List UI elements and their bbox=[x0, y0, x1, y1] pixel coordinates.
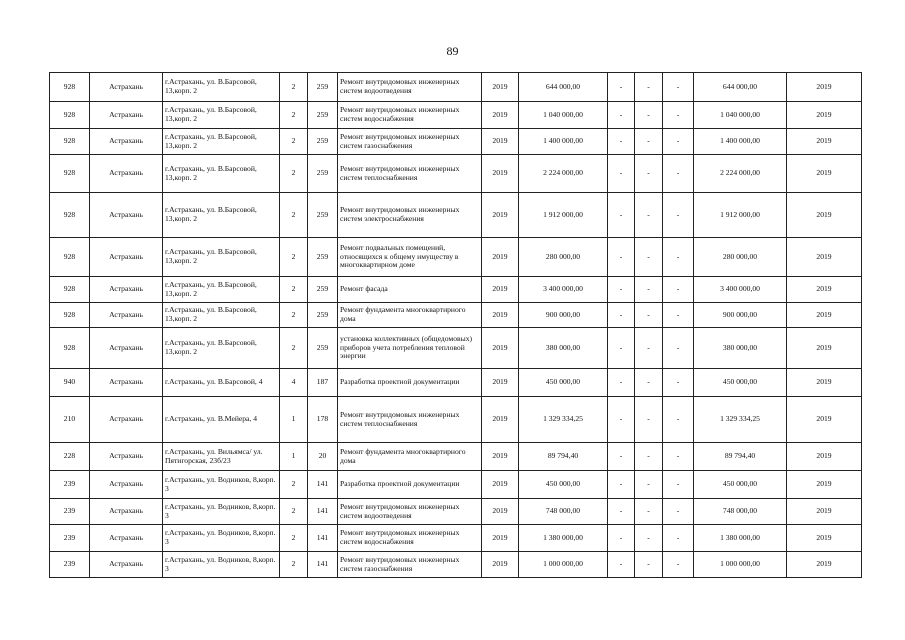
fund-sum-cell: 644 000,00 bbox=[694, 73, 787, 102]
apartments-cell: 259 bbox=[308, 73, 338, 102]
dash-cell-1: - bbox=[608, 129, 635, 155]
dash-cell-3: - bbox=[663, 193, 694, 238]
address-cell: г.Астрахань, ул. В.Барсовой, 13,корп. 2 bbox=[163, 102, 280, 129]
dash-cell-1: - bbox=[608, 328, 635, 369]
dash-cell-2: - bbox=[635, 499, 663, 525]
dash-cell-3: - bbox=[663, 328, 694, 369]
city-cell: Астрахань bbox=[90, 525, 163, 552]
address-cell: г.Астрахань, ул. Водников, 8,корп. 3 bbox=[163, 499, 280, 525]
year-cell: 2019 bbox=[482, 277, 519, 303]
end-year-cell: 2019 bbox=[787, 277, 862, 303]
city-cell: Астрахань bbox=[90, 303, 163, 328]
dash-cell-1: - bbox=[608, 102, 635, 129]
address-cell: г.Астрахань, ул. Вильямса/ ул. Пятигорская, 23б/23 bbox=[163, 443, 280, 471]
table-row bbox=[50, 129, 862, 155]
address-cell: г.Астрахань, ул. В.Барсовой, 13,корп. 2 bbox=[163, 193, 280, 238]
year-cell: 2019 bbox=[482, 369, 519, 397]
apartments-cell: 141 bbox=[308, 525, 338, 552]
dash-cell-2: - bbox=[635, 397, 663, 443]
work-type-cell: Ремонт внутридомовых инженерных систем теплоснабжения bbox=[338, 155, 482, 193]
end-year-cell: 2019 bbox=[787, 328, 862, 369]
dash-cell-1: - bbox=[608, 277, 635, 303]
dash-cell-3: - bbox=[663, 525, 694, 552]
total-cost-cell: 1 000 000,00 bbox=[519, 552, 608, 578]
dash-cell-3: - bbox=[663, 73, 694, 102]
end-year-cell: 2019 bbox=[787, 303, 862, 328]
dash-cell-2: - bbox=[635, 328, 663, 369]
fund-sum-cell: 1 400 000,00 bbox=[694, 129, 787, 155]
total-cost-cell: 1 912 000,00 bbox=[519, 193, 608, 238]
fund-sum-cell: 380 000,00 bbox=[694, 328, 787, 369]
dash-cell-1: - bbox=[608, 552, 635, 578]
year-cell: 2019 bbox=[482, 73, 519, 102]
total-cost-cell: 3 400 000,00 bbox=[519, 277, 608, 303]
row-number: 228 bbox=[50, 443, 90, 471]
address-cell: г.Астрахань, ул. В.Барсовой, 13,корп. 2 bbox=[163, 155, 280, 193]
row-number: 928 bbox=[50, 129, 90, 155]
year-cell: 2019 bbox=[482, 471, 519, 499]
table-row bbox=[50, 155, 862, 193]
fund-sum-cell: 900 000,00 bbox=[694, 303, 787, 328]
dash-cell-3: - bbox=[663, 129, 694, 155]
apartments-cell: 259 bbox=[308, 303, 338, 328]
city-cell: Астрахань bbox=[90, 129, 163, 155]
floors-cell: 2 bbox=[280, 277, 308, 303]
work-type-cell: Ремонт внутридомовых инженерных систем электроснабжения bbox=[338, 193, 482, 238]
apartments-cell: 187 bbox=[308, 369, 338, 397]
row-number: 928 bbox=[50, 155, 90, 193]
year-cell: 2019 bbox=[482, 303, 519, 328]
dash-cell-3: - bbox=[663, 443, 694, 471]
dash-cell-3: - bbox=[663, 102, 694, 129]
row-number: 928 bbox=[50, 303, 90, 328]
fund-sum-cell: 1 380 000,00 bbox=[694, 525, 787, 552]
total-cost-cell: 450 000,00 bbox=[519, 471, 608, 499]
table-row bbox=[50, 303, 862, 328]
apartments-cell: 141 bbox=[308, 552, 338, 578]
dash-cell-3: - bbox=[663, 277, 694, 303]
floors-cell: 2 bbox=[280, 525, 308, 552]
city-cell: Астрахань bbox=[90, 193, 163, 238]
year-cell: 2019 bbox=[482, 552, 519, 578]
year-cell: 2019 bbox=[482, 397, 519, 443]
fund-sum-cell: 89 794,40 bbox=[694, 443, 787, 471]
dash-cell-3: - bbox=[663, 471, 694, 499]
city-cell: Астрахань bbox=[90, 471, 163, 499]
city-cell: Астрахань bbox=[90, 499, 163, 525]
year-cell: 2019 bbox=[482, 129, 519, 155]
dash-cell-3: - bbox=[663, 238, 694, 277]
end-year-cell: 2019 bbox=[787, 155, 862, 193]
row-number: 239 bbox=[50, 499, 90, 525]
table-row bbox=[50, 499, 862, 525]
total-cost-cell: 644 000,00 bbox=[519, 73, 608, 102]
row-number: 928 bbox=[50, 238, 90, 277]
end-year-cell: 2019 bbox=[787, 471, 862, 499]
apartments-cell: 141 bbox=[308, 471, 338, 499]
dash-cell-1: - bbox=[608, 238, 635, 277]
dash-cell-2: - bbox=[635, 443, 663, 471]
dash-cell-2: - bbox=[635, 303, 663, 328]
city-cell: Астрахань bbox=[90, 443, 163, 471]
total-cost-cell: 2 224 000,00 bbox=[519, 155, 608, 193]
row-number: 940 bbox=[50, 369, 90, 397]
year-cell: 2019 bbox=[482, 238, 519, 277]
table-row bbox=[50, 238, 862, 277]
apartments-cell: 141 bbox=[308, 499, 338, 525]
page-number: 89 bbox=[446, 44, 459, 58]
address-cell: г.Астрахань, ул. В.Барсовой, 13,корп. 2 bbox=[163, 238, 280, 277]
fund-sum-cell: 450 000,00 bbox=[694, 369, 787, 397]
end-year-cell: 2019 bbox=[787, 525, 862, 552]
work-type-cell: Ремонт подвальных помещений, относящихся к общему имуществу в многоквартирном доме bbox=[338, 238, 482, 277]
apartments-cell: 259 bbox=[308, 277, 338, 303]
year-cell: 2019 bbox=[482, 328, 519, 369]
floors-cell: 2 bbox=[280, 73, 308, 102]
dash-cell-2: - bbox=[635, 277, 663, 303]
dash-cell-1: - bbox=[608, 471, 635, 499]
city-cell: Астрахань bbox=[90, 328, 163, 369]
table-row bbox=[50, 102, 862, 129]
table-row bbox=[50, 369, 862, 397]
end-year-cell: 2019 bbox=[787, 193, 862, 238]
dash-cell-2: - bbox=[635, 369, 663, 397]
dash-cell-3: - bbox=[663, 369, 694, 397]
end-year-cell: 2019 bbox=[787, 73, 862, 102]
fund-sum-cell: 748 000,00 bbox=[694, 499, 787, 525]
dash-cell-2: - bbox=[635, 102, 663, 129]
total-cost-cell: 89 794,40 bbox=[519, 443, 608, 471]
floors-cell: 2 bbox=[280, 102, 308, 129]
floors-cell: 2 bbox=[280, 303, 308, 328]
year-cell: 2019 bbox=[482, 193, 519, 238]
apartments-cell: 178 bbox=[308, 397, 338, 443]
dash-cell-3: - bbox=[663, 552, 694, 578]
work-type-cell: Ремонт внутридомовых инженерных систем теплоснабжения bbox=[338, 397, 482, 443]
address-cell: г.Астрахань, ул. В.Барсовой, 13,корп. 2 bbox=[163, 303, 280, 328]
address-cell: г.Астрахань, ул. Водников, 8,корп. 3 bbox=[163, 525, 280, 552]
row-number: 928 bbox=[50, 73, 90, 102]
dash-cell-1: - bbox=[608, 155, 635, 193]
floors-cell: 1 bbox=[280, 397, 308, 443]
apartments-cell: 259 bbox=[308, 328, 338, 369]
work-type-cell: Ремонт внутридомовых инженерных систем водоснабжения bbox=[338, 102, 482, 129]
city-cell: Астрахань bbox=[90, 397, 163, 443]
city-cell: Астрахань bbox=[90, 277, 163, 303]
dash-cell-2: - bbox=[635, 155, 663, 193]
apartments-cell: 20 bbox=[308, 443, 338, 471]
fund-sum-cell: 1 912 000,00 bbox=[694, 193, 787, 238]
dash-cell-2: - bbox=[635, 73, 663, 102]
fund-sum-cell: 1 329 334,25 bbox=[694, 397, 787, 443]
fund-sum-cell: 280 000,00 bbox=[694, 238, 787, 277]
end-year-cell: 2019 bbox=[787, 102, 862, 129]
address-cell: г.Астрахань, ул. В.Барсовой, 13,корп. 2 bbox=[163, 129, 280, 155]
work-type-cell: Ремонт фасада bbox=[338, 277, 482, 303]
table-row bbox=[50, 277, 862, 303]
end-year-cell: 2019 bbox=[787, 369, 862, 397]
dash-cell-1: - bbox=[608, 525, 635, 552]
fund-sum-cell: 2 224 000,00 bbox=[694, 155, 787, 193]
table-row bbox=[50, 73, 862, 102]
work-type-cell: Разработка проектной документации bbox=[338, 369, 482, 397]
table-row bbox=[50, 193, 862, 238]
total-cost-cell: 1 040 000,00 bbox=[519, 102, 608, 129]
apartments-cell: 259 bbox=[308, 155, 338, 193]
table-row bbox=[50, 471, 862, 499]
year-cell: 2019 bbox=[482, 102, 519, 129]
dash-cell-2: - bbox=[635, 471, 663, 499]
floors-cell: 4 bbox=[280, 369, 308, 397]
dash-cell-1: - bbox=[608, 499, 635, 525]
table-row bbox=[50, 525, 862, 552]
table-row bbox=[50, 552, 862, 578]
row-number: 239 bbox=[50, 552, 90, 578]
row-number: 928 bbox=[50, 277, 90, 303]
row-number: 239 bbox=[50, 471, 90, 499]
total-cost-cell: 1 380 000,00 bbox=[519, 525, 608, 552]
work-type-cell: Ремонт фундамента многоквартирного дома bbox=[338, 303, 482, 328]
table-row bbox=[50, 397, 862, 443]
dash-cell-3: - bbox=[663, 499, 694, 525]
repair-schedule-table bbox=[49, 72, 862, 578]
end-year-cell: 2019 bbox=[787, 552, 862, 578]
fund-sum-cell: 450 000,00 bbox=[694, 471, 787, 499]
table-row bbox=[50, 443, 862, 471]
apartments-cell: 259 bbox=[308, 193, 338, 238]
apartments-cell: 259 bbox=[308, 102, 338, 129]
city-cell: Астрахань bbox=[90, 369, 163, 397]
row-number: 928 bbox=[50, 193, 90, 238]
floors-cell: 2 bbox=[280, 328, 308, 369]
end-year-cell: 2019 bbox=[787, 499, 862, 525]
end-year-cell: 2019 bbox=[787, 397, 862, 443]
address-cell: г.Астрахань, ул. В.Барсовой, 13,корп. 2 bbox=[163, 73, 280, 102]
end-year-cell: 2019 bbox=[787, 129, 862, 155]
city-cell: Астрахань bbox=[90, 155, 163, 193]
address-cell: г.Астрахань, ул. Водников, 8,корп. 3 bbox=[163, 552, 280, 578]
total-cost-cell: 280 000,00 bbox=[519, 238, 608, 277]
dash-cell-1: - bbox=[608, 193, 635, 238]
address-cell: г.Астрахань, ул. Водников, 8,корп. 3 bbox=[163, 471, 280, 499]
work-type-cell: Ремонт фундамента многоквартирного дома bbox=[338, 443, 482, 471]
address-cell: г.Астрахань, ул. В.Мейера, 4 bbox=[163, 397, 280, 443]
address-cell: г.Астрахань, ул. В.Барсовой, 13,корп. 2 bbox=[163, 328, 280, 369]
floors-cell: 2 bbox=[280, 193, 308, 238]
city-cell: Астрахань bbox=[90, 102, 163, 129]
year-cell: 2019 bbox=[482, 155, 519, 193]
floors-cell: 2 bbox=[280, 471, 308, 499]
fund-sum-cell: 1 040 000,00 bbox=[694, 102, 787, 129]
work-type-cell: установка коллективных (общедомовых) приборов учета потребления тепловой энергии bbox=[338, 328, 482, 369]
dash-cell-3: - bbox=[663, 397, 694, 443]
row-number: 210 bbox=[50, 397, 90, 443]
floors-cell: 2 bbox=[280, 552, 308, 578]
apartments-cell: 259 bbox=[308, 129, 338, 155]
end-year-cell: 2019 bbox=[787, 443, 862, 471]
dash-cell-1: - bbox=[608, 443, 635, 471]
fund-sum-cell: 1 000 000,00 bbox=[694, 552, 787, 578]
dash-cell-2: - bbox=[635, 193, 663, 238]
total-cost-cell: 380 000,00 bbox=[519, 328, 608, 369]
floors-cell: 1 bbox=[280, 443, 308, 471]
work-type-cell: Ремонт внутридомовых инженерных систем водоотведения bbox=[338, 73, 482, 102]
total-cost-cell: 1 400 000,00 bbox=[519, 129, 608, 155]
work-type-cell: Ремонт внутридомовых инженерных систем водоснабжения bbox=[338, 525, 482, 552]
total-cost-cell: 1 329 334,25 bbox=[519, 397, 608, 443]
total-cost-cell: 748 000,00 bbox=[519, 499, 608, 525]
dash-cell-3: - bbox=[663, 303, 694, 328]
floors-cell: 2 bbox=[280, 238, 308, 277]
fund-sum-cell: 3 400 000,00 bbox=[694, 277, 787, 303]
end-year-cell: 2019 bbox=[787, 238, 862, 277]
city-cell: Астрахань bbox=[90, 73, 163, 102]
address-cell: г.Астрахань, ул. В.Барсовой, 13,корп. 2 bbox=[163, 277, 280, 303]
row-number: 928 bbox=[50, 328, 90, 369]
apartments-cell: 259 bbox=[308, 238, 338, 277]
dash-cell-2: - bbox=[635, 552, 663, 578]
row-number: 928 bbox=[50, 102, 90, 129]
dash-cell-2: - bbox=[635, 238, 663, 277]
work-type-cell: Ремонт внутридомовых инженерных систем водоотведения bbox=[338, 499, 482, 525]
year-cell: 2019 bbox=[482, 443, 519, 471]
floors-cell: 2 bbox=[280, 155, 308, 193]
work-type-cell: Ремонт внутридомовых инженерных систем газоснабжения bbox=[338, 552, 482, 578]
dash-cell-1: - bbox=[608, 369, 635, 397]
floors-cell: 2 bbox=[280, 129, 308, 155]
city-cell: Астрахань bbox=[90, 238, 163, 277]
floors-cell: 2 bbox=[280, 499, 308, 525]
dash-cell-2: - bbox=[635, 129, 663, 155]
city-cell: Астрахань bbox=[90, 552, 163, 578]
table-row bbox=[50, 328, 862, 369]
address-cell: г.Астрахань, ул. В.Барсовой, 4 bbox=[163, 369, 280, 397]
year-cell: 2019 bbox=[482, 525, 519, 552]
work-type-cell: Разработка проектной документации bbox=[338, 471, 482, 499]
work-type-cell: Ремонт внутридомовых инженерных систем газоснабжения bbox=[338, 129, 482, 155]
total-cost-cell: 900 000,00 bbox=[519, 303, 608, 328]
dash-cell-2: - bbox=[635, 525, 663, 552]
dash-cell-1: - bbox=[608, 397, 635, 443]
total-cost-cell: 450 000,00 bbox=[519, 369, 608, 397]
dash-cell-1: - bbox=[608, 303, 635, 328]
dash-cell-1: - bbox=[608, 73, 635, 102]
dash-cell-3: - bbox=[663, 155, 694, 193]
row-number: 239 bbox=[50, 525, 90, 552]
table-body bbox=[50, 73, 862, 578]
year-cell: 2019 bbox=[482, 499, 519, 525]
